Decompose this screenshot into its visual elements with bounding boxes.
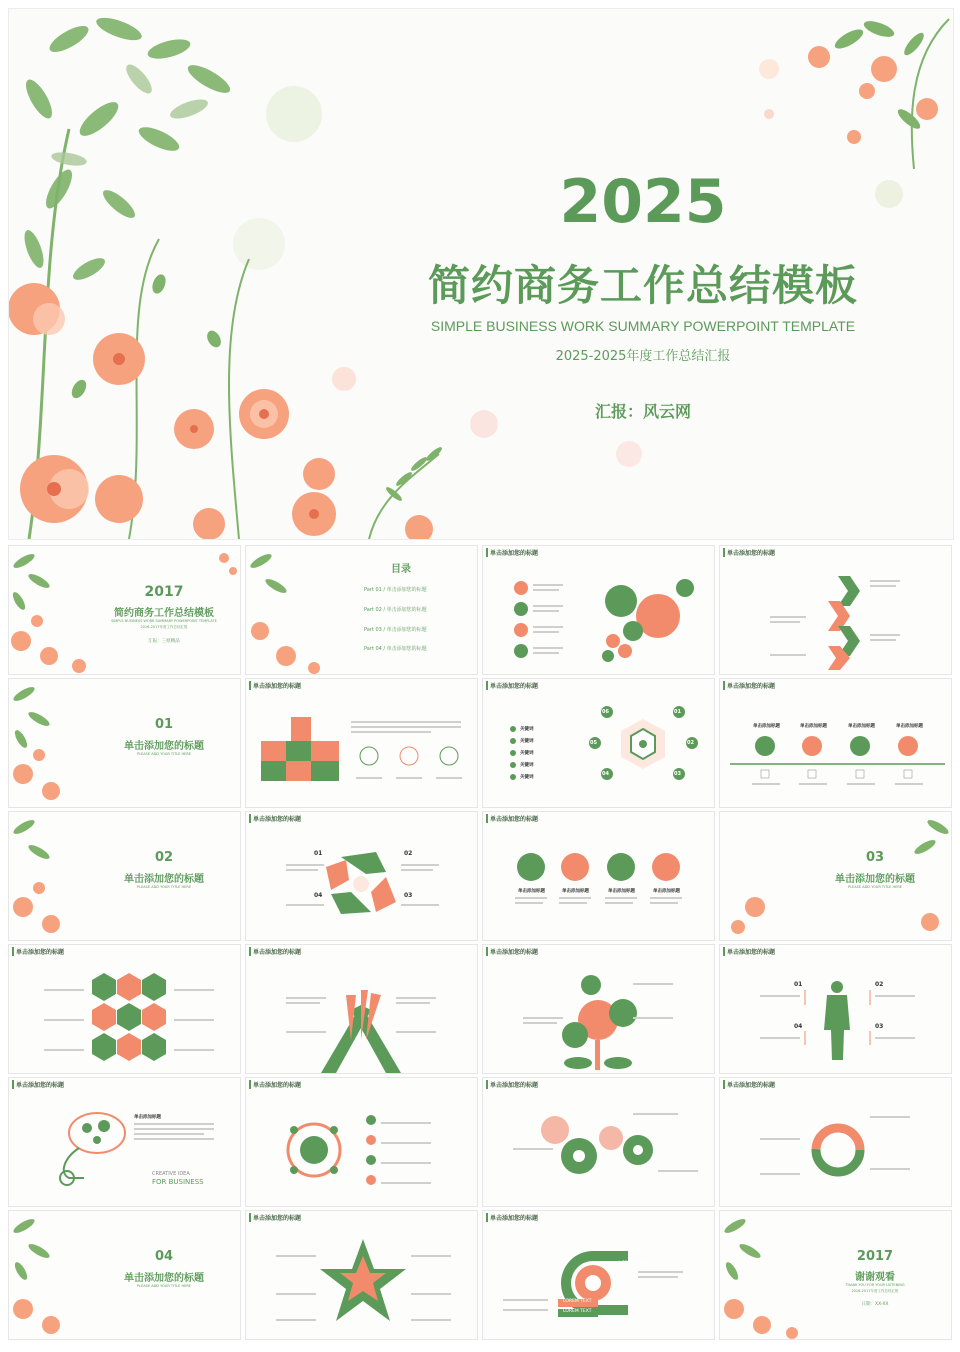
slide-header: 单击添加您的标题 (12, 947, 64, 956)
section-number: 03 (865, 850, 885, 865)
section-en: PLEASE ADD YOUR TITLE HERE (848, 885, 902, 889)
lorem-label: LOREM TEXT (619, 1248, 648, 1253)
slide-header: 单击添加您的标题 (486, 947, 538, 956)
thumb-person[interactable] (719, 944, 952, 1074)
keyword-label: 关键词 (520, 775, 534, 780)
thanks-year: 2017 (856, 1249, 894, 1264)
item-title: 单击添加标题 (753, 724, 780, 729)
toc-item[interactable]: Part 02 / 单击添加您的标题 (364, 607, 427, 613)
cover-title: 简约商务工作总结模板 (427, 261, 858, 310)
keyword-label: 关键词 (520, 739, 534, 744)
section-title: 单击添加您的标题 (835, 874, 915, 885)
thumb-cover-year: 2017 (144, 584, 184, 600)
thumb-brain[interactable] (8, 1077, 241, 1207)
thumb-toc[interactable] (245, 545, 478, 675)
section-title: 单击添加您的标题 (124, 741, 204, 752)
item-title: 单击添加标题 (518, 889, 545, 894)
item-title: 单击添加标题 (848, 724, 875, 729)
thumb-arrows[interactable] (719, 545, 952, 675)
slide-header: 单击添加您的标题 (486, 1213, 538, 1222)
item-title: 单击添加标题 (562, 889, 589, 894)
creative-line2: FOR BUSINESS (152, 1178, 204, 1186)
cycle-number: 01 (314, 850, 323, 857)
section-number: 02 (154, 850, 174, 865)
hex-number: 01 (674, 709, 681, 715)
thumb-thumbsup[interactable] (245, 678, 478, 808)
slide-header: 单击添加您的标题 (486, 1080, 538, 1089)
slide-header: 单击添加您的标题 (723, 548, 775, 557)
thanks-sub: 2016-2017年度工作总结汇报 (851, 1289, 899, 1293)
hex-number: 04 (602, 771, 609, 777)
thumb-circle-list[interactable] (245, 1077, 478, 1207)
thumb-lorem[interactable] (482, 1210, 715, 1340)
thumb-thanks[interactable] (719, 1210, 952, 1340)
thanks-en: THANK YOU FOR YOUR LISTENING (845, 1283, 905, 1287)
lorem-label: LOREM TEXT (563, 1309, 592, 1314)
cycle-number: 04 (314, 892, 323, 899)
slide-header: 单击添加您的标题 (249, 814, 301, 823)
slide-header: 单击添加您的标题 (486, 548, 538, 557)
hex-number: 05 (590, 740, 597, 746)
thumb-hex-grid[interactable] (8, 944, 241, 1074)
thumb-four-icons[interactable] (482, 811, 715, 941)
section-number: 04 (154, 1249, 174, 1264)
thumb-section-01[interactable] (8, 678, 241, 808)
thumb-section-02[interactable] (8, 811, 241, 941)
keyword-label: 关键词 (520, 727, 534, 732)
thumb-star[interactable] (245, 1210, 478, 1340)
lorem-label: LOREM TEXT (563, 1299, 592, 1304)
thumb-hexagon[interactable] (482, 678, 715, 808)
hex-number: 02 (687, 740, 694, 746)
section-en: PLEASE ADD YOUR TITLE HERE (137, 752, 191, 756)
slide-header: 单击添加您的标题 (249, 947, 301, 956)
toc-item[interactable]: Part 03 / 单击添加您的标题 (364, 627, 427, 633)
person-number: 02 (875, 981, 884, 988)
thumb-plant[interactable] (482, 944, 715, 1074)
cover-subtitle-cn: 2025-2025年度工作总结汇报 (555, 349, 731, 364)
lorem-label: LOREM TEXT (619, 1261, 648, 1266)
item-title: 单击添加标题 (134, 1115, 161, 1120)
hex-number: 03 (674, 771, 681, 777)
thumb-gears[interactable] (482, 545, 715, 675)
thanks-date: 日期：XX-XX (861, 1302, 889, 1307)
thumb-cover-en: SIMPLE BUSINESS WORK SUMMARY POWERPOINT TEMPLATE (111, 619, 217, 623)
slide-header: 单击添加您的标题 (249, 1213, 301, 1222)
slide-header: 单击添加您的标题 (12, 1080, 64, 1089)
hex-number: 06 (602, 709, 609, 715)
item-title: 单击添加标题 (896, 724, 923, 729)
thumb-cover[interactable] (8, 545, 241, 675)
person-number: 03 (875, 1023, 884, 1030)
item-title: 单击添加标题 (800, 724, 827, 729)
slide-header: 单击添加您的标题 (486, 814, 538, 823)
thumb-section-03[interactable] (719, 811, 952, 941)
section-en: PLEASE ADD YOUR TITLE HERE (137, 885, 191, 889)
toc-item[interactable]: Part 04 / 单击添加您的标题 (364, 646, 427, 652)
thumb-cycle[interactable] (245, 811, 478, 941)
slide-thumbnail-grid (8, 545, 952, 1345)
slide-header: 单击添加您的标题 (249, 681, 301, 690)
cover-year: 2025 (559, 167, 727, 237)
thumb-cover-sub: 2016-2017年度工作总结汇报 (140, 625, 188, 629)
slide-header: 单击添加您的标题 (486, 681, 538, 690)
item-title: 单击添加标题 (653, 889, 680, 894)
thumb-cover-reporter: 汇报：三原精品 (148, 639, 180, 644)
thumb-cover-title: 简约商务工作总结模板 (114, 608, 214, 619)
section-number: 01 (154, 717, 174, 732)
section-en: PLEASE ADD YOUR TITLE HERE (137, 1284, 191, 1288)
cover-reporter: 汇报：风云网 (594, 402, 691, 421)
keyword-label: 关键词 (520, 763, 534, 768)
thumb-section-04[interactable] (8, 1210, 241, 1340)
slide-header: 单击添加您的标题 (249, 1080, 301, 1089)
toc-item[interactable]: Part 01 / 单击添加您的标题 (364, 587, 427, 593)
thumb-gear-chain[interactable] (482, 1077, 715, 1207)
keyword-label: 关键词 (520, 751, 534, 756)
cycle-number: 03 (404, 892, 413, 899)
cover-slide (8, 8, 954, 540)
slide-header: 单击添加您的标题 (723, 1080, 775, 1089)
section-title: 单击添加您的标题 (124, 874, 204, 885)
person-number: 01 (794, 981, 803, 988)
slide-header: 单击添加您的标题 (723, 681, 775, 690)
thanks-title: 谢谢观看 (855, 1272, 895, 1283)
cycle-number: 02 (404, 850, 413, 857)
thumb-timeline[interactable] (719, 678, 952, 808)
slide-header: 单击添加您的标题 (723, 947, 775, 956)
section-title: 单击添加您的标题 (124, 1273, 204, 1284)
toc-title: 目录 (391, 564, 411, 575)
person-number: 04 (794, 1023, 803, 1030)
thumb-rising-arrows[interactable] (245, 944, 478, 1074)
item-title: 单击添加标题 (608, 889, 635, 894)
creative-line1: CREATIVE IDEA (152, 1171, 190, 1177)
cover-subtitle-en: SIMPLE BUSINESS WORK SUMMARY POWERPOINT TEMPLATE (430, 318, 856, 334)
thumb-donut[interactable] (719, 1077, 952, 1207)
